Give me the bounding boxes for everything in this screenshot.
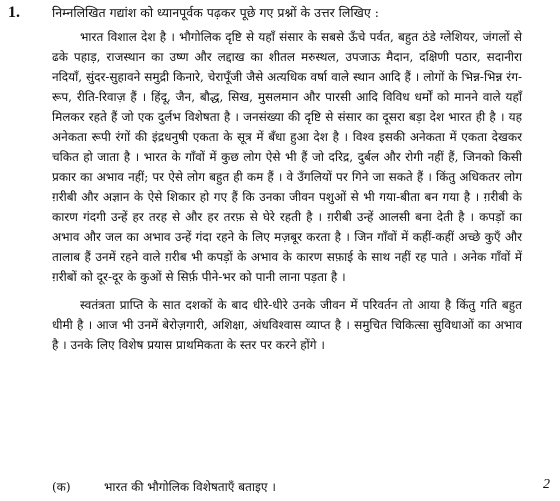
sub-question (52, 478, 522, 496)
passage-paragraph-2: स्वतंत्रता प्राप्ति के सात दशकों के बाद धीरे-धीरे उनके जीवन में परिवर्तन तो आया है किंतु गति बहुत धीमी है । आज भी उनमें बेरोज़गारी, अशिक्षा, अंधविश्वास व्याप्त है । समुचित चिकित्सा सुविधाओं का अभाव है । उनके लिए विशेष प्रयास प्राथमिकता के स्तर पर करने होंगे । (52, 298, 522, 352)
marks-value: 2 (543, 477, 550, 492)
sub-question-text: भारत की भौगोलिक विशेषताएँ बताइए । (104, 480, 276, 494)
question-number: 1. (8, 4, 20, 21)
passage-paragraph-1: भारत विशाल देश है । भौगोलिक दृष्टि से यहाँ संसार के सबसे ऊँचे पर्वत, बहुत ठंडे ग्लेशियर, जंगलों से ढके पहाड़, राजस्थान का उष्ण और लद्दाख का शीतल मरुस्थल, उपजाऊ मैदान, दक्षिणी पठार, सदानीरा नदियाँ, सुंदर-सुहावने समुद्री किनारे, चेरापूँजी जैसे अत्यधिक वर्षा वाले स्थान आदि हैं । लोगों के भिन्न-भिन्न रंग-रूप, रीति-रिवाज़ हैं । हिंदू, जैन, बौद्ध, सिख, मुसलमान और पारसी आदि विविध धर्मों को मानने वाले यहाँ मिलकर रहते हैं जो एक दुर्लभ विशेषता है । जनसंख्या की दृष्टि से संसार का दूसरा बड़ा देश भारत ही है । यह अनेकता रूपी रंगों की इंद्रधनुषी एकता के सूत्र में बँधा हुआ देश है । विश्व इसकी अनेकता में एकता देखकर चकित हो जाता है । भारत के गाँवों में कुछ लोग ऐसे भी हैं जो दरिद्र, दुर्बल और रोगी नहीं हैं, जिनको किसी प्रकार का अभाव नहीं; पर ऐसे लोग बहुत ही कम हैं । वे उँगलियों पर गिने जा सकते हैं । किंतु अधिकतर लोग ग़रीबी और अज्ञान के ऐसे शिकार हो गए हैं कि उनका जीवन पशुओं से भी गया-बीता बन गया है । ग़रीबी के कारण गंदगी उन्हें हर तरह से और हर तरफ़ से घेरे रहती है । ग़रीबी उन्हें आलसी बना देती है । कपड़ों का अभाव और जल का अभाव उन्हें गंदा रहने के लिए मज़बूर करता है । जिन गाँवों में कहीं-कहीं अच्छे कुएँ और तालाब हैं उनमें रहने वाले ग़रीब भी कपड़ों के अभाव के कारण सफ़ाई के साथ नहीं रह पाते । अनेक गाँवों में ग़रीबों को दूर-दूर के कुओं से सिर्फ़ पीने-भर को पानी लाना पड़ता है । (52, 30, 522, 284)
question-instruction: निम्नलिखित गद्यांश को ध्यानपूर्वक पढ़कर पूछे गए प्रश्नों के उत्तर लिखिए : (52, 5, 379, 20)
sub-question-label: (क) (52, 480, 71, 494)
passage (52, 27, 522, 355)
